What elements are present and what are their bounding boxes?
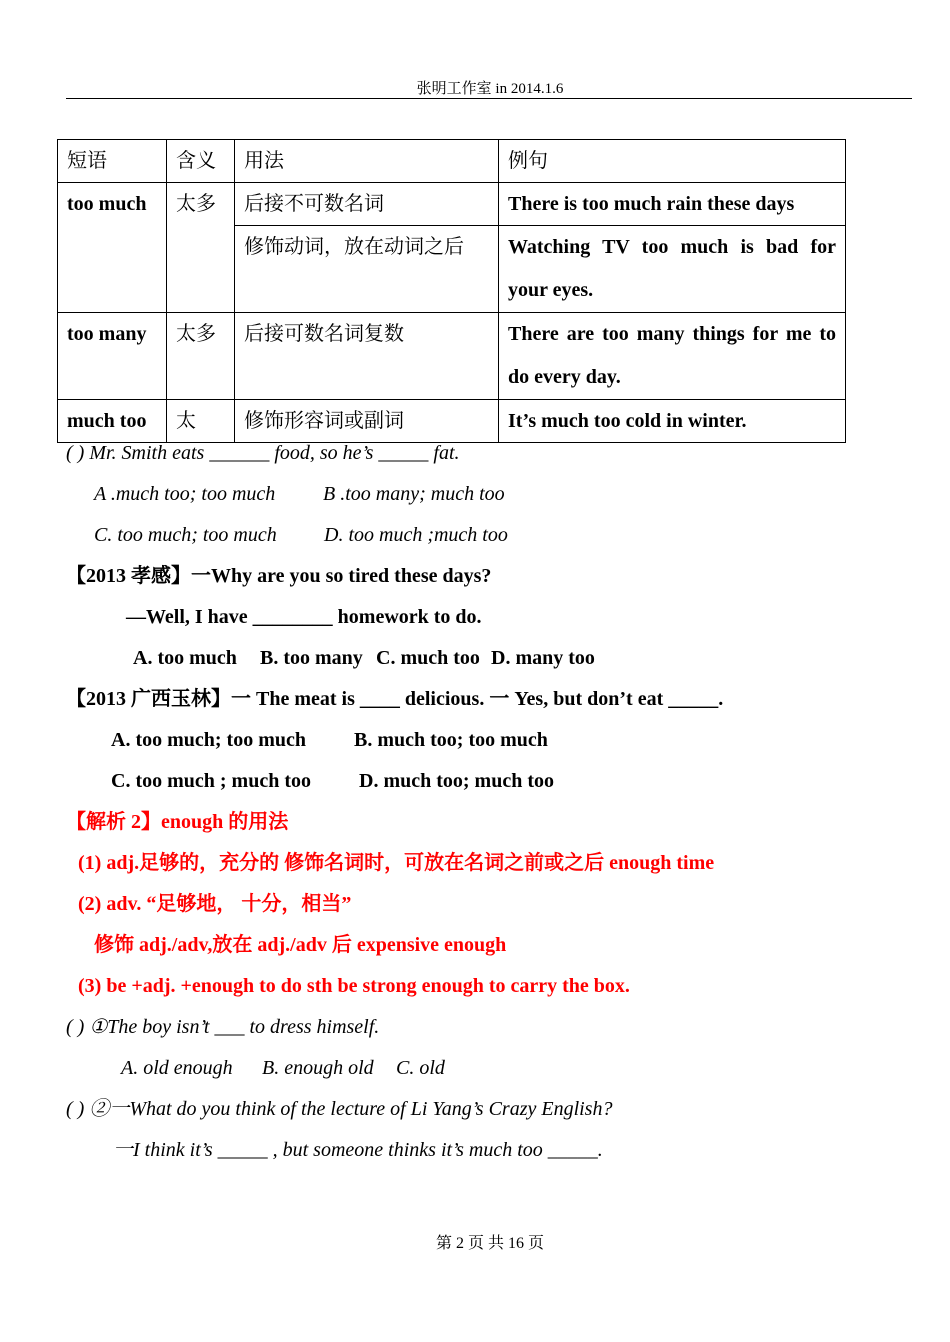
analysis-point-2: (2) adv. “足够地， 十分，相当” — [78, 893, 352, 915]
cell-example: Watching TV too much is bad for your eyes. — [499, 226, 846, 313]
cell-phrase: too many — [58, 313, 167, 400]
cell-example: There are too many things for me to do every day. — [499, 313, 846, 400]
cell-usage: 修饰动词，放在动词之后 — [235, 226, 499, 313]
question-1-option-c: C. too much; too much — [94, 524, 277, 546]
question-4-option-a: A. old enough — [121, 1057, 233, 1079]
question-3-option-d: D. much too; much too — [359, 770, 554, 792]
question-2-option-c: C. much too — [376, 647, 480, 669]
cell-usage: 后接可数名词复数 — [235, 313, 499, 400]
cell-meaning: 太多 — [167, 183, 235, 313]
phrase-table — [57, 139, 846, 443]
question-4-option-c: C. old — [396, 1057, 445, 1079]
header-rule — [66, 98, 912, 99]
question-4-stem: ( ) ①The boy isn’t ___ to dress himself. — [66, 1016, 380, 1038]
question-1-option-b: B .too many; much too — [323, 483, 505, 505]
cell-example: It’s much too cold in winter. — [499, 400, 846, 443]
analysis-point-1: (1) adj.足够的，充分的 修饰名词时，可放在名词之前或之后 enough time — [78, 852, 715, 874]
question-2-stem: 【2013 孝感】一Why are you so tired these days? — [66, 565, 492, 587]
cell-example: There is too much rain these days — [499, 183, 846, 226]
question-1-option-a: A .much too; too much — [94, 483, 276, 505]
question-3-option-c: C. too much ; much too — [111, 770, 311, 792]
cell-usage: 后接不可数名词 — [235, 183, 499, 226]
question-3-option-b: B. much too; too much — [354, 729, 548, 751]
header-phrase: 短语 — [58, 140, 167, 183]
analysis-title: 【解析 2】enough 的用法 — [66, 811, 289, 833]
table-row — [58, 183, 846, 226]
question-4-option-b: B. enough old — [262, 1057, 374, 1079]
question-2-reply: —Well, I have ________ homework to do. — [126, 606, 482, 628]
cell-usage: 修饰形容词或副词 — [235, 400, 499, 443]
table-header-row — [58, 140, 846, 183]
page-header: 张明工作室 in 2014.1.6 — [416, 81, 564, 97]
analysis-point-3: (3) be +adj. +enough to do sth be strong enough to carry the box. — [78, 975, 630, 997]
cell-meaning: 太 — [167, 400, 235, 443]
question-3-option-a: A. too much; too much — [111, 729, 306, 751]
question-2-option-b: B. too many — [260, 647, 363, 669]
cell-phrase: much too — [58, 400, 167, 443]
question-3-stem: 【2013 广西玉林】一 The meat is ____ delicious. 一 Yes, but don’t eat _____. — [66, 688, 724, 710]
header-meaning: 含义 — [167, 140, 235, 183]
header-usage: 用法 — [235, 140, 499, 183]
cell-meaning: 太多 — [167, 313, 235, 400]
page-footer: 第 2 页 共 16 页 — [435, 1235, 544, 1252]
question-2-option-d: D. many too — [491, 647, 595, 669]
question-2-option-a: A. too much — [133, 647, 237, 669]
question-1-option-d: D. too much ;much too — [324, 524, 508, 546]
cell-phrase: too much — [58, 183, 167, 313]
header-example: 例句 — [499, 140, 846, 183]
table-row — [58, 313, 846, 400]
question-5-stem: ( ) ②一What do you think of the lecture of Li Yang’s Crazy English? — [66, 1098, 613, 1120]
analysis-point-2-detail: 修饰 adj./adv,放在 adj./adv 后 expensive enough — [94, 934, 507, 956]
question-1-stem: ( ) Mr. Smith eats ______ food, so he’s _____ fat. — [66, 442, 460, 464]
table-row — [58, 400, 846, 443]
question-5-reply: 一I think it’s _____ , but someone thinks it’s much too _____. — [113, 1139, 603, 1161]
